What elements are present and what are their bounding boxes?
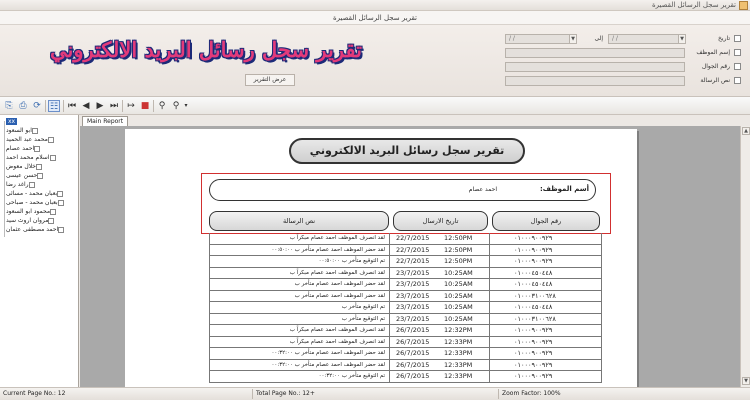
cell-message: تم التوقيع متأخر ب: [209, 314, 390, 326]
date-checkbox[interactable]: [734, 35, 741, 42]
tree-node-icon: [48, 218, 54, 224]
table-row: [209, 371, 602, 383]
column-header-message: نص الرسالة: [209, 211, 389, 231]
cell-date: [390, 325, 490, 337]
cell-time-value: 12:50PM: [444, 234, 473, 242]
message-checkbox[interactable]: [734, 77, 741, 84]
cell-mobile: ٠١٠٠٠٩٠٠٩٢٩: [490, 371, 602, 383]
window-titlebar: [0, 0, 750, 11]
cell-message: لقد انصرف الموظف احمد عصام مبكراً ب: [209, 233, 390, 245]
cell-date-value: 23/7/2015: [396, 280, 430, 288]
group-tree-icon[interactable]: ☷: [49, 102, 59, 112]
stop-icon[interactable]: ■: [140, 101, 150, 111]
status-bar: [0, 387, 750, 400]
report-table: [209, 233, 602, 383]
chevron-down-icon[interactable]: ▼: [678, 35, 685, 43]
cell-time-value: 10:25AM: [444, 314, 473, 323]
cell-date: [390, 302, 490, 314]
cell-mobile: ٠١٠٠٠٩٠٠٩٢٩: [490, 233, 602, 245]
cell-mobile: ٠١٠٠٠٣١٠٠٦٢٨: [490, 291, 602, 303]
tree-node-icon: [48, 137, 54, 143]
cell-date-value: 22/7/2015: [396, 245, 430, 254]
employee-field[interactable]: [505, 48, 685, 58]
cell-date: [390, 371, 490, 383]
cell-mobile: ٠١٠٠٠٩٠٠٩٢٩: [490, 245, 602, 257]
table-row: [209, 337, 602, 349]
tree-item-label: محمد عبد الحميد: [6, 136, 48, 143]
cell-time-value: 12:33PM: [444, 360, 473, 369]
cell-date: [390, 314, 490, 326]
cell-date-value: 26/7/2015: [396, 372, 430, 380]
chevron-down-icon[interactable]: ▼: [569, 35, 576, 43]
viewer-toolbar: [0, 97, 750, 115]
tree-item[interactable]: [6, 207, 79, 216]
cell-mobile: ٠١٠٠٠٩٠٠٩٢٩: [490, 337, 602, 349]
chevron-down-icon[interactable]: ▾: [184, 102, 188, 109]
cell-message: لقد انصرف الموظف احمد عصام مبكراً ب: [209, 325, 390, 337]
tree-item[interactable]: [6, 162, 79, 171]
cell-time-value: 10:25AM: [444, 268, 473, 277]
toolbar-divider: [153, 100, 154, 112]
date-from-value: / /: [612, 35, 618, 42]
report-banner: تقرير سجل رسائل البريد الالكتروني: [50, 37, 362, 62]
cell-date-value: 26/7/2015: [396, 360, 430, 369]
cell-message: لقد حضر الموظف احمد عصام متأخر ب ٠٠:٥٠:٠٠: [209, 245, 390, 257]
cell-date-value: 23/7/2015: [396, 268, 430, 277]
message-label: نص الرسالة: [700, 77, 730, 84]
cell-date: [390, 348, 490, 360]
cell-mobile: ٠١٠٠٠٤٥٠٤٤٨: [490, 268, 602, 280]
cell-date-value: 26/7/2015: [396, 337, 430, 346]
toolbar-divider: [122, 100, 123, 112]
tree-node-icon: [36, 164, 42, 170]
tree-node-icon: [50, 155, 56, 161]
cell-time-value: 12:33PM: [444, 372, 473, 380]
tree-item-label: بعبان محمد - صباحى: [6, 199, 58, 206]
cell-mobile: ٠١٠٠٠٩٠٠٩٢٩: [490, 348, 602, 360]
search-icon[interactable]: ⚲: [158, 101, 166, 111]
show-report-button[interactable]: عرض التقرير: [245, 74, 295, 86]
tree-node-icon: [32, 128, 38, 134]
employee-section: [209, 179, 596, 201]
first-page-icon[interactable]: ⏮: [67, 101, 77, 111]
tree-item[interactable]: [6, 144, 79, 153]
table-row: [209, 302, 602, 314]
date-from-field[interactable]: [608, 34, 686, 44]
cell-time-value: 12:50PM: [444, 245, 473, 254]
zoom-icon[interactable]: ⚲: [172, 101, 180, 111]
report-title: تقرير سجل رسائل البريد الالكتروني: [289, 138, 525, 164]
date-to-value: / /: [509, 35, 515, 42]
tree-item[interactable]: [6, 198, 79, 207]
tree-item[interactable]: [6, 216, 79, 225]
total-page-status: Total Page No.: 12+: [256, 390, 315, 397]
tree-node-icon: [58, 200, 64, 206]
form-title: تقرير سجل الرسائل القصيرة: [332, 14, 418, 22]
table-row: [209, 314, 602, 326]
table-row: [209, 245, 602, 257]
last-page-icon[interactable]: ⏭: [109, 101, 119, 111]
employee-checkbox[interactable]: [734, 49, 741, 56]
cell-date: [390, 291, 490, 303]
to-label: إلى: [594, 35, 603, 42]
cell-message: لقد حضر الموظف احمد عصام متأخر ب ٠٠:٣٢:٠٠: [209, 348, 390, 360]
cell-date-value: 26/7/2015: [396, 326, 430, 334]
cell-time-value: 12:33PM: [444, 337, 473, 346]
cell-message: لقد انصرف الموظف احمد عصام مبكراً ب: [209, 337, 390, 349]
report-page: [125, 129, 637, 387]
print-icon[interactable]: ⎙: [19, 101, 27, 111]
tab-main-report[interactable]: Main Report: [82, 116, 128, 126]
tree-item[interactable]: [6, 135, 79, 144]
mobile-checkbox[interactable]: [734, 63, 741, 70]
toolbar-divider: [63, 100, 64, 112]
tree-item-label: محمود ابو السعود: [6, 208, 51, 215]
cell-mobile: ٠١٠٠٠٩٠٠٩٢٩: [490, 256, 602, 268]
cell-message: لقد انصرف الموظف احمد عصام مبكراً ب: [209, 268, 390, 280]
form-header: [0, 11, 750, 25]
date-label: تاريخ: [718, 35, 730, 42]
tree-node-icon: [37, 173, 43, 179]
cell-time-value: 12:32PM: [444, 326, 473, 334]
cell-time-value: 12:50PM: [444, 257, 473, 265]
cell-date: [390, 360, 490, 372]
cell-date: [390, 279, 490, 291]
tree-item[interactable]: [6, 180, 79, 189]
tree-item[interactable]: [6, 189, 79, 198]
cell-message: لقد حضر الموظف احمد عصام متأخر ب: [209, 291, 390, 303]
cell-date: [390, 256, 490, 268]
goto-page-icon[interactable]: ↦: [127, 101, 135, 111]
tree-item-label: خلال معوض: [6, 163, 37, 170]
tree-item[interactable]: [6, 153, 79, 162]
cell-date-value: 22/7/2015: [396, 257, 430, 265]
cell-mobile: ٠١٠٠٠٩٠٠٩٢٩: [490, 325, 602, 337]
refresh-icon[interactable]: ⟳: [33, 101, 41, 111]
current-page-status: Current Page No.: 12: [3, 390, 66, 397]
cell-date: [390, 233, 490, 245]
scroll-down-button[interactable]: ▼: [742, 377, 750, 385]
column-header-date: تاريخ الارسال: [393, 211, 488, 231]
cell-message: تم التوقيع متأخر ب ٠٠:٣٢:٠٠: [209, 371, 390, 383]
group-tree: [0, 115, 79, 387]
toolbar-divider: [45, 100, 46, 112]
tree-item-label: بعبان محمد - مسائى: [6, 190, 58, 197]
cell-date-value: 22/7/2015: [396, 234, 430, 242]
app-icon: [739, 1, 748, 10]
table-row: [209, 268, 602, 280]
status-divider: [498, 389, 499, 399]
status-divider: [252, 389, 253, 399]
mobile-field[interactable]: [505, 62, 685, 72]
table-row: [209, 279, 602, 291]
cell-mobile: ٠١٠٠٠٤٥٠٤٤٨: [490, 302, 602, 314]
table-row: [209, 325, 602, 337]
message-field[interactable]: [505, 76, 685, 86]
employee-label: أسم الموظف:: [539, 185, 589, 193]
tree-item-label: اسلام محمد احمد: [6, 154, 50, 161]
tree-item-label: حسن عيسى: [6, 172, 38, 179]
cell-date-value: 23/7/2015: [396, 291, 430, 300]
tree-item[interactable]: [6, 117, 79, 126]
filter-panel: [0, 25, 750, 97]
table-row: [209, 233, 602, 245]
vertical-scrollbar[interactable]: [740, 126, 750, 387]
report-tab-strip: [80, 115, 750, 126]
cell-date-value: 26/7/2015: [396, 349, 430, 357]
table-row: [209, 256, 602, 268]
tree-item-label: ابو السعود: [6, 127, 32, 134]
report-viewer: [80, 126, 740, 387]
cell-date-value: 23/7/2015: [396, 314, 430, 323]
tree-item[interactable]: [6, 225, 79, 234]
tree-item-label: مروان اروث سيد: [6, 217, 49, 224]
export-icon[interactable]: ⎘: [5, 101, 13, 111]
cell-message: تم التوقيع متأخر ب: [209, 302, 390, 314]
tree-node-icon: [34, 146, 40, 152]
table-row: [209, 348, 602, 360]
cell-message: لقد حضر الموظف احمد عصام متأخر ب: [209, 279, 390, 291]
window-title: تقرير سجل الرسائل القصيرة: [651, 1, 736, 9]
cell-mobile: ٠١٠٠٠٤٥٠٤٤٨: [490, 279, 602, 291]
date-to-field[interactable]: [505, 34, 577, 44]
cell-message: تم التوقيع متأخر ب ٠٠:٥٠:٠٠: [209, 256, 390, 268]
cell-date: [390, 268, 490, 280]
table-row: [209, 291, 602, 303]
cell-date: [390, 337, 490, 349]
cell-time-value: 10:25AM: [444, 303, 473, 311]
tree-item-label: احمد مصطفى عثمان: [6, 226, 59, 233]
cell-mobile: ٠١٠٠٠٣١٠٠٦٢٨: [490, 314, 602, 326]
tree-item[interactable]: [6, 171, 79, 180]
tree-node-icon: [50, 209, 56, 215]
zoom-status: Zoom Factor: 100%: [502, 390, 561, 397]
tree-node-icon: [58, 227, 64, 233]
next-page-icon[interactable]: ▶: [96, 101, 104, 111]
previous-page-icon[interactable]: ◀: [82, 101, 90, 111]
cell-date: [390, 245, 490, 257]
mobile-label: رقم الجوال: [701, 63, 730, 70]
cell-time-value: 12:33PM: [444, 349, 473, 357]
cell-time-value: 10:25AM: [444, 280, 473, 288]
employee-label: إسم الموظف: [696, 49, 730, 56]
tree-item-label: راغد رضا: [6, 181, 29, 188]
cell-date-value: 23/7/2015: [396, 303, 430, 311]
table-row: [209, 360, 602, 372]
tree-item-label: xx: [8, 118, 16, 125]
tree-node-icon: [29, 182, 35, 188]
tree-node-icon: [57, 191, 63, 197]
tree-item[interactable]: [6, 126, 79, 135]
employee-name: احمد عصام: [468, 186, 497, 193]
tree-item-label: احمد عصام: [6, 145, 35, 152]
scroll-up-button[interactable]: ▲: [742, 127, 750, 135]
cell-mobile: ٠١٠٠٠٩٠٠٩٢٩: [490, 360, 602, 372]
cell-time-value: 10:25AM: [444, 291, 473, 300]
column-header-mobile: رقم الجوال: [492, 211, 600, 231]
cell-message: لقد حضر الموظف احمد عصام متأخر ب ٠٠:٣٢:٠٠: [209, 360, 390, 372]
tree-connector-line: [4, 121, 5, 237]
